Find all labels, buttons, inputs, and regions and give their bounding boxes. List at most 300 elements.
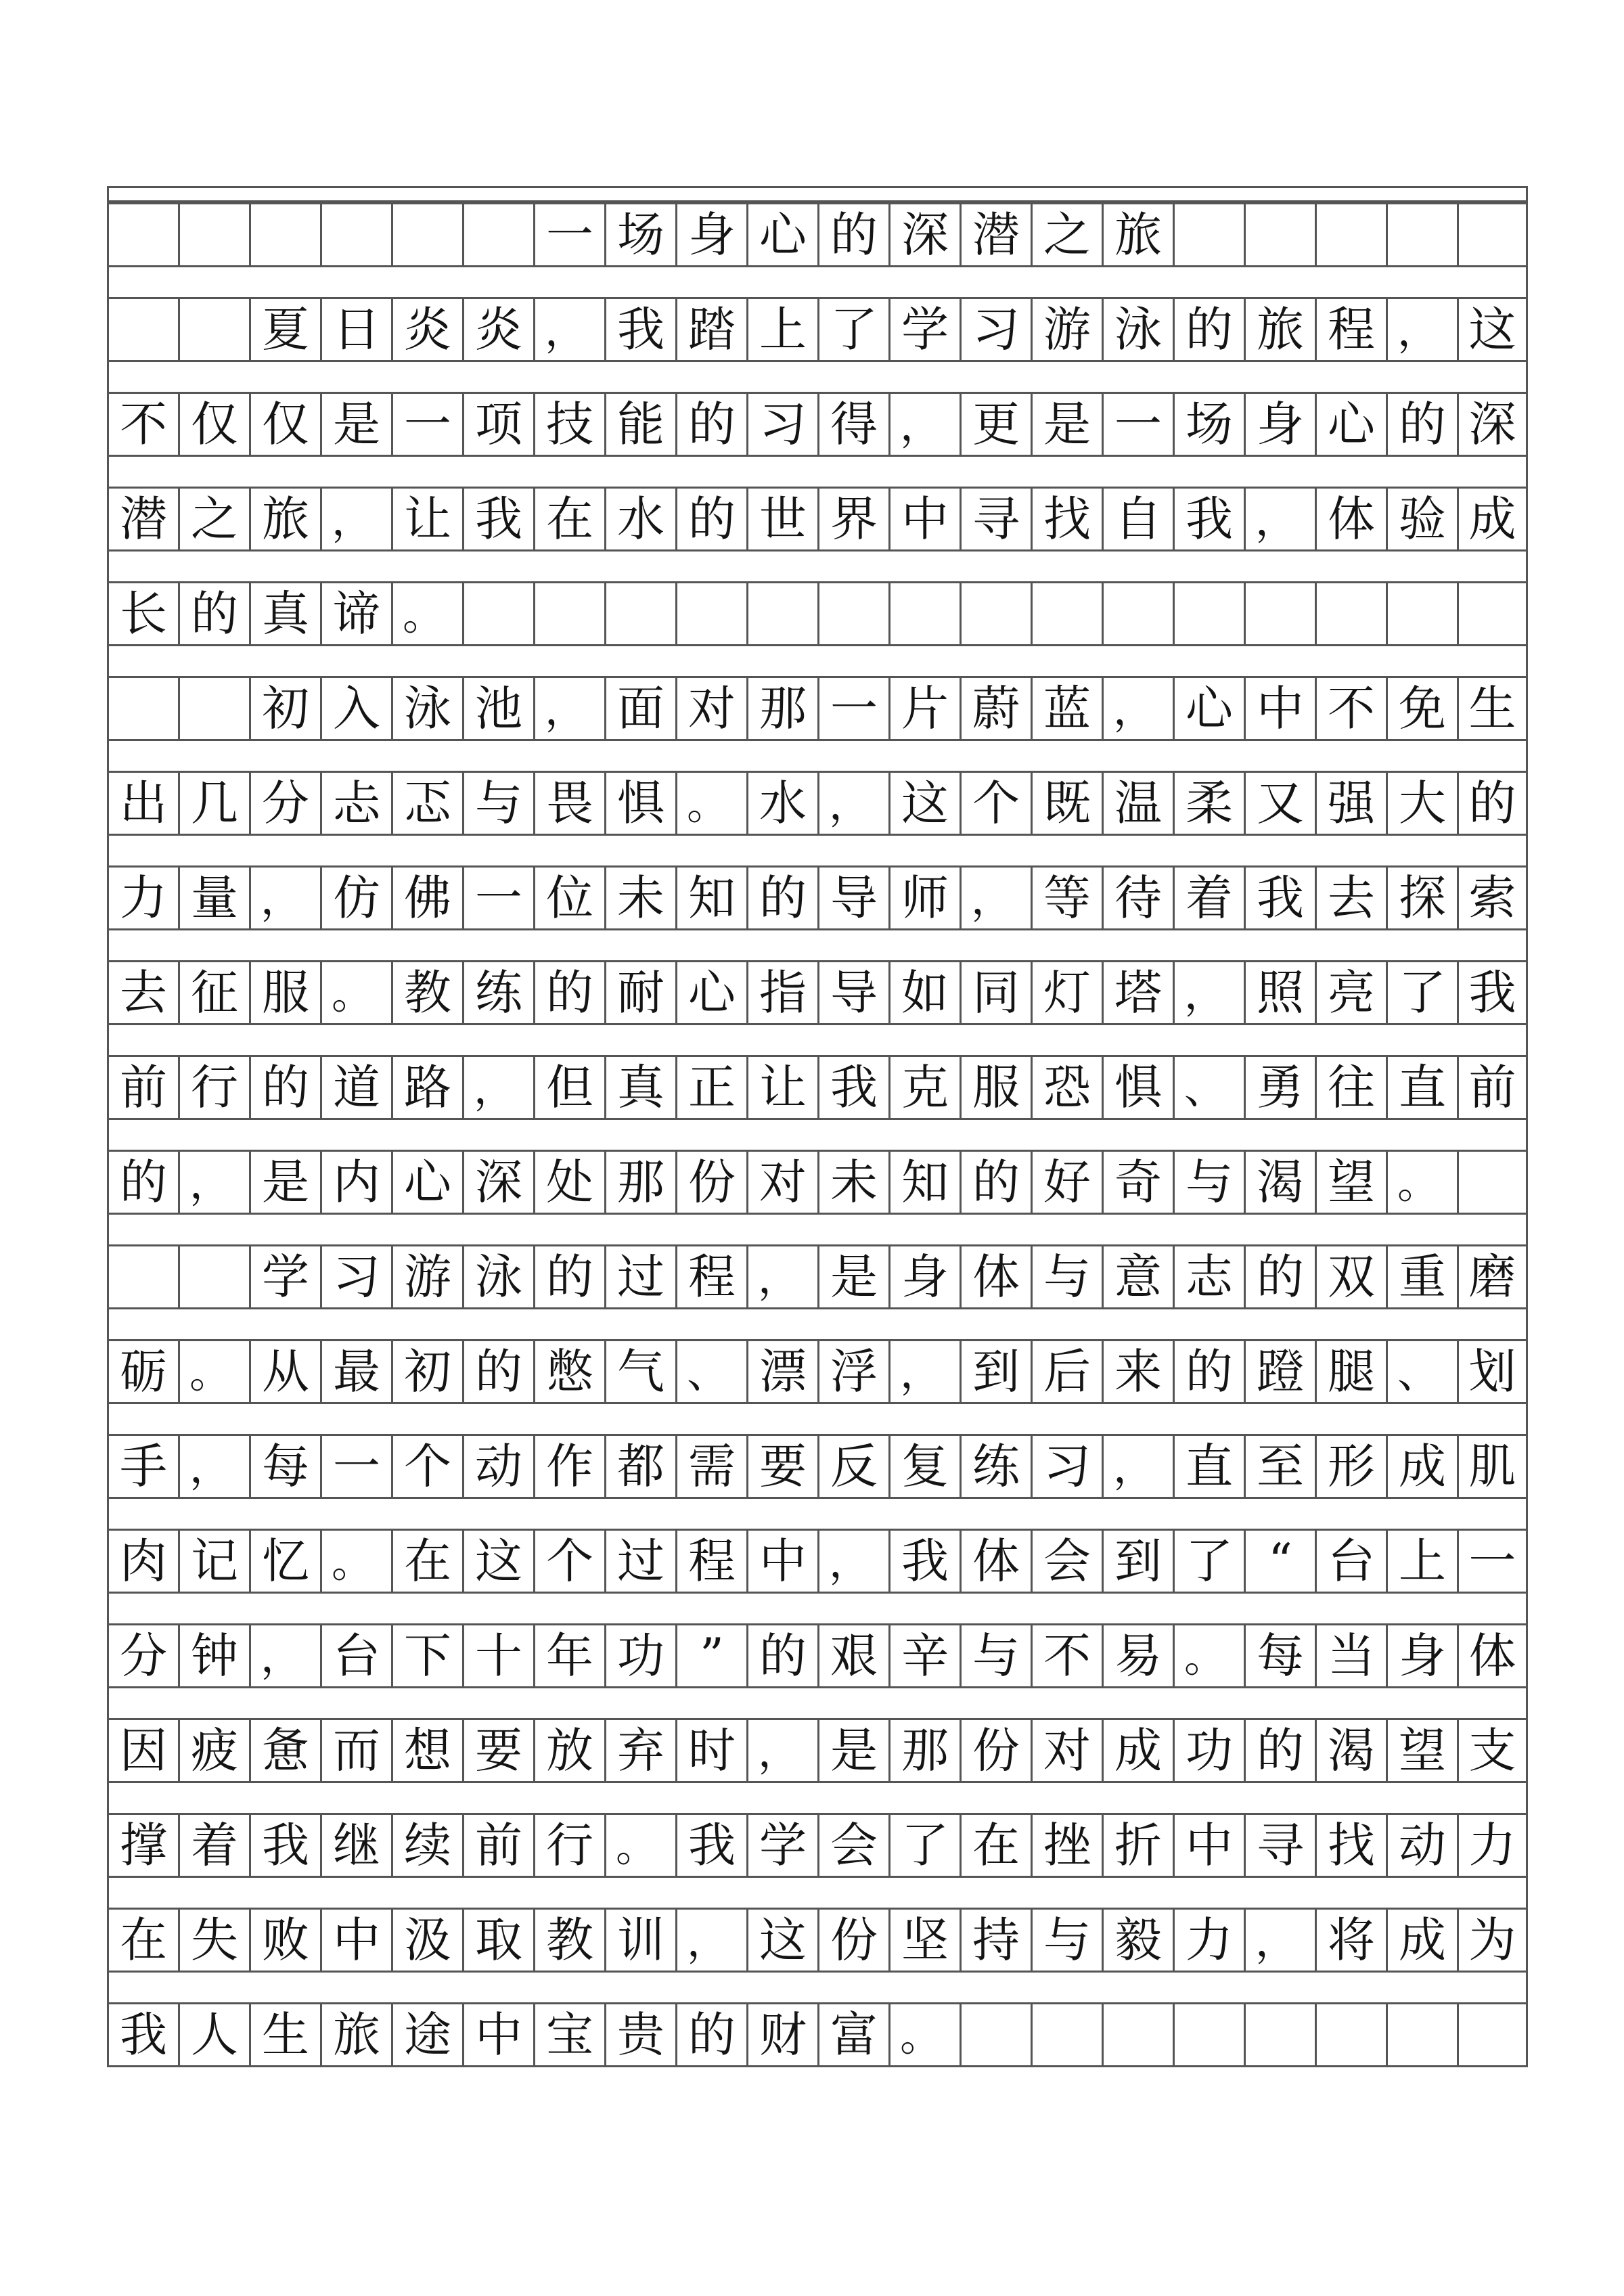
grid-cell: 力 (1457, 1815, 1528, 1876)
grid-cell (1315, 204, 1386, 265)
grid-cell: 的 (178, 583, 249, 644)
grid-cell (462, 583, 533, 644)
grid-cell: 持 (960, 1910, 1031, 1971)
grid-cell (462, 204, 533, 265)
grid-cell: 入 (320, 678, 391, 739)
grid-cell: 中 (746, 1531, 817, 1592)
grid-cell: 水 (604, 489, 675, 549)
grid-cell: 对 (746, 1152, 817, 1213)
grid-cell: 台 (320, 1625, 391, 1686)
grid-cell: 体 (1315, 489, 1386, 549)
grid-cell: 之 (178, 489, 249, 549)
grid-cell: 自 (1102, 489, 1173, 549)
grid-cell: 初 (391, 1341, 462, 1402)
row-spacer (107, 362, 1528, 392)
grid-cell (817, 583, 888, 644)
grid-cell: 是 (249, 1152, 320, 1213)
grid-cell: 路 (391, 1057, 462, 1118)
grid-cell: 教 (391, 962, 462, 1023)
grid-cell: 意 (1102, 1246, 1173, 1307)
text-row (107, 1244, 1528, 1309)
grid-cell: 学 (249, 1246, 320, 1307)
grid-cell: 下 (391, 1625, 462, 1686)
grid-cell: 心 (675, 962, 746, 1023)
grid-cell: 需 (675, 1436, 746, 1497)
grid-cell: 身 (1244, 394, 1315, 455)
grid-cell: 为 (1457, 1910, 1528, 1971)
grid-cell: 磨 (1457, 1246, 1528, 1307)
grid-cell: 。 (391, 583, 462, 644)
grid-cell: 服 (249, 962, 320, 1023)
grid-cell: 我 (1173, 489, 1244, 549)
grid-cell: 失 (178, 1910, 249, 1971)
grid-cell: 惧 (1102, 1057, 1173, 1118)
grid-cell (1315, 2004, 1386, 2065)
grid-cell: 深 (888, 204, 960, 265)
grid-cell: 是 (1031, 394, 1102, 455)
grid-cell: 折 (1102, 1815, 1173, 1876)
grid-cell: 的 (960, 1152, 1031, 1213)
row-spacer (107, 1973, 1528, 2002)
grid-cell (178, 299, 249, 360)
grid-cell (107, 299, 178, 360)
grid-cell: 炎 (391, 299, 462, 360)
grid-cell: 心 (746, 204, 817, 265)
grid-cell: 塔 (1102, 962, 1173, 1023)
row-spacer (107, 267, 1528, 297)
grid-cell: 身 (888, 1246, 960, 1307)
grid-cell: 的 (1244, 1720, 1315, 1781)
grid-cell: ， (178, 1152, 249, 1213)
grid-cell: 师 (888, 868, 960, 928)
grid-cell: 身 (1386, 1625, 1457, 1686)
grid-cell: 寻 (1244, 1815, 1315, 1876)
grid-cell: “ (1244, 1531, 1315, 1592)
grid-cell: 练 (462, 962, 533, 1023)
grid-cell: 。 (604, 1815, 675, 1876)
grid-cell: 让 (746, 1057, 817, 1118)
grid-cell: 泳 (462, 1246, 533, 1307)
grid-cell: 汲 (391, 1910, 462, 1971)
grid-cell: 力 (1173, 1910, 1244, 1971)
grid-cell (178, 678, 249, 739)
grid-cell: 年 (533, 1625, 604, 1686)
grid-cell: 同 (960, 962, 1031, 1023)
grid-cell: 仅 (178, 394, 249, 455)
grid-cell (675, 583, 746, 644)
grid-cell: 导 (817, 868, 888, 928)
grid-cell (107, 678, 178, 739)
grid-cell: 知 (675, 868, 746, 928)
grid-cell: 征 (178, 962, 249, 1023)
grid-cell: 夏 (249, 299, 320, 360)
grid-cell: 奇 (1102, 1152, 1173, 1213)
grid-cell: 真 (249, 583, 320, 644)
grid-cell: 行 (178, 1057, 249, 1118)
grid-cell: 道 (320, 1057, 391, 1118)
grid-cell (391, 204, 462, 265)
grid-cell: 柔 (1173, 773, 1244, 834)
grid-cell: 往 (1315, 1057, 1386, 1118)
grid-cell: 在 (107, 1910, 178, 1971)
grid-cell: 这 (746, 1910, 817, 1971)
grid-cell: ， (462, 1057, 533, 1118)
grid-cell (1386, 583, 1457, 644)
grid-cell: 我 (462, 489, 533, 549)
text-row (107, 1718, 1528, 1783)
grid-cell: 佛 (391, 868, 462, 928)
text-row (107, 2002, 1528, 2067)
grid-cell (1244, 2004, 1315, 2065)
grid-cell: 当 (1315, 1625, 1386, 1686)
grid-cell: 指 (746, 962, 817, 1023)
grid-cell (604, 583, 675, 644)
grid-cell: 忐 (320, 773, 391, 834)
grid-cell: 放 (533, 1720, 604, 1781)
grid-cell: 、 (675, 1341, 746, 1402)
grid-cell: 了 (1386, 962, 1457, 1023)
grid-cell: 钟 (178, 1625, 249, 1686)
grid-cell (1244, 583, 1315, 644)
grid-cell: 。 (888, 2004, 960, 2065)
grid-cell: 游 (1031, 299, 1102, 360)
grid-cell (960, 583, 1031, 644)
text-row (107, 297, 1528, 362)
grid-cell: 这 (1457, 299, 1528, 360)
grid-cell: 踏 (675, 299, 746, 360)
grid-cell: 上 (746, 299, 817, 360)
grid-cell: 。 (320, 962, 391, 1023)
grid-cell: 中 (1244, 678, 1315, 739)
grid-cell: 忆 (249, 1531, 320, 1592)
grid-cell: 后 (1031, 1341, 1102, 1402)
grid-cell: 未 (604, 868, 675, 928)
grid-cell: 份 (960, 1720, 1031, 1781)
grid-cell: 会 (1031, 1531, 1102, 1592)
grid-cell: 谛 (320, 583, 391, 644)
grid-cell: 挫 (1031, 1815, 1102, 1876)
grid-cell: 每 (1244, 1625, 1315, 1686)
grid-cell: 这 (888, 773, 960, 834)
grid-cell: 一 (462, 868, 533, 928)
row-spacer (107, 1594, 1528, 1623)
text-row (107, 960, 1528, 1025)
grid-cell: 那 (604, 1152, 675, 1213)
grid-cell (1031, 2004, 1102, 2065)
grid-cell: 成 (1386, 1910, 1457, 1971)
grid-cell: 一 (320, 1436, 391, 1497)
grid-cell: 。 (320, 1531, 391, 1592)
grid-cell: 力 (107, 868, 178, 928)
grid-cell: 真 (604, 1057, 675, 1118)
text-row (107, 1055, 1528, 1120)
grid-cell: 既 (1031, 773, 1102, 834)
grid-cell: ， (320, 489, 391, 549)
grid-cell: 惧 (604, 773, 675, 834)
grid-cell: 找 (1031, 489, 1102, 549)
grid-cell: 个 (533, 1531, 604, 1592)
grid-cell: 那 (888, 1720, 960, 1781)
grid-cell (320, 204, 391, 265)
grid-cell: 双 (1315, 1246, 1386, 1307)
grid-cell: 着 (178, 1815, 249, 1876)
grid-cell: 中 (1173, 1815, 1244, 1876)
grid-cell: 肉 (107, 1531, 178, 1592)
grid-cell: 生 (1457, 678, 1528, 739)
grid-cell: 场 (604, 204, 675, 265)
grid-cell: ” (675, 1625, 746, 1686)
grid-cell: 途 (391, 2004, 462, 2065)
grid-cell: 艰 (817, 1625, 888, 1686)
text-row (107, 1908, 1528, 1973)
grid-cell: 都 (604, 1436, 675, 1497)
grid-cell (1386, 204, 1457, 265)
grid-cell: 惫 (249, 1720, 320, 1781)
grid-cell: 亮 (1315, 962, 1386, 1023)
row-spacer (107, 1025, 1528, 1055)
grid-cell: 了 (1173, 1531, 1244, 1592)
grid-cell: 记 (178, 1531, 249, 1592)
row-spacer (107, 741, 1528, 771)
grid-cell: 潜 (960, 204, 1031, 265)
grid-cell: 蔚 (960, 678, 1031, 739)
grid-cell: 前 (462, 1815, 533, 1876)
grid-cell: 份 (675, 1152, 746, 1213)
row-spacer (107, 836, 1528, 865)
grid-cell: 又 (1244, 773, 1315, 834)
grid-cell (107, 1246, 178, 1307)
grid-cell (1244, 204, 1315, 265)
grid-cell: 照 (1244, 962, 1315, 1023)
grid-cell (1315, 583, 1386, 644)
grid-cell: 会 (817, 1815, 888, 1876)
text-row (107, 1339, 1528, 1404)
grid-cell: 支 (1457, 1720, 1528, 1781)
grid-cell: 的 (462, 1341, 533, 1402)
grid-cell: 对 (675, 678, 746, 739)
grid-cell: 。 (675, 773, 746, 834)
row-spacer (107, 1309, 1528, 1339)
grid-cell: 望 (1386, 1720, 1457, 1781)
grid-cell: 我 (1244, 868, 1315, 928)
grid-cell: 的 (746, 1625, 817, 1686)
grid-cell: 更 (960, 394, 1031, 455)
grid-cell: 中 (320, 1910, 391, 1971)
grid-cell: 憋 (533, 1341, 604, 1402)
grid-cell: 、 (1386, 1341, 1457, 1402)
row-spacer (107, 930, 1528, 960)
grid-cell: ， (675, 1910, 746, 1971)
grid-cell: 分 (107, 1625, 178, 1686)
grid-cell: 片 (888, 678, 960, 739)
grid-cell: 强 (1315, 773, 1386, 834)
row-spacer (107, 1499, 1528, 1529)
grid-cell (1457, 204, 1528, 265)
grid-cell: 直 (1386, 1057, 1457, 1118)
grid-cell: 探 (1386, 868, 1457, 928)
title-row (107, 202, 1528, 267)
grid-cell: 深 (462, 1152, 533, 1213)
grid-cell: 面 (604, 678, 675, 739)
grid-cell: ， (960, 868, 1031, 928)
grid-cell: 深 (1457, 394, 1528, 455)
grid-cell: 望 (1315, 1152, 1386, 1213)
grid-cell: 中 (888, 489, 960, 549)
grid-cell: ， (1102, 678, 1173, 739)
grid-cell: 浮 (817, 1341, 888, 1402)
grid-cell: 免 (1386, 678, 1457, 739)
grid-cell: 前 (107, 1057, 178, 1118)
grid-cell: 仅 (249, 394, 320, 455)
grid-cell: 腿 (1315, 1341, 1386, 1402)
grid-cell (960, 2004, 1031, 2065)
grid-cell: 的 (1386, 394, 1457, 455)
grid-cell: 习 (746, 394, 817, 455)
grid-cell: 毅 (1102, 1910, 1173, 1971)
grid-cell: 与 (1173, 1152, 1244, 1213)
grid-cell: 作 (533, 1436, 604, 1497)
grid-cell: 学 (746, 1815, 817, 1876)
grid-cell: 体 (960, 1246, 1031, 1307)
grid-cell: 去 (1315, 868, 1386, 928)
grid-cell: ， (1173, 962, 1244, 1023)
grid-cell: 一 (1457, 1531, 1528, 1592)
grid-cell: ， (1244, 489, 1315, 549)
grid-cell: 项 (462, 394, 533, 455)
grid-cell: 的 (1244, 1246, 1315, 1307)
grid-cell: 程 (1315, 299, 1386, 360)
grid-cell: 与 (960, 1625, 1031, 1686)
grid-cell: 池 (462, 678, 533, 739)
grid-cell: 让 (391, 489, 462, 549)
grid-cell: 得 (817, 394, 888, 455)
grid-cell: 行 (533, 1815, 604, 1876)
grid-cell: 处 (533, 1152, 604, 1213)
grid-cell: 未 (817, 1152, 888, 1213)
grid-cell: ， (1386, 299, 1457, 360)
grid-cell: 长 (107, 583, 178, 644)
grid-cell: 的 (249, 1057, 320, 1118)
grid-cell: 旅 (249, 489, 320, 549)
top-margin-band (107, 186, 1528, 202)
grid-cell: 寻 (960, 489, 1031, 549)
row-spacer (107, 1688, 1528, 1718)
grid-cell: 我 (817, 1057, 888, 1118)
grid-cell: 场 (1173, 394, 1244, 455)
grid-cell: 继 (320, 1815, 391, 1876)
grid-cell: 的 (817, 204, 888, 265)
grid-cell: ， (746, 1246, 817, 1307)
grid-cell: 着 (1173, 868, 1244, 928)
grid-cell: 气 (604, 1341, 675, 1402)
grid-cell: 泳 (391, 678, 462, 739)
grid-cell: 耐 (604, 962, 675, 1023)
grid-cell: 功 (1173, 1720, 1244, 1781)
grid-cell: 上 (1386, 1531, 1457, 1592)
grid-cell (249, 204, 320, 265)
grid-cell: 仿 (320, 868, 391, 928)
grid-cell: ， (1244, 1910, 1315, 1971)
text-row (107, 676, 1528, 741)
grid-cell: 易 (1102, 1625, 1173, 1686)
grid-cell: 宝 (533, 2004, 604, 2065)
grid-cell: 对 (1031, 1720, 1102, 1781)
grid-cell: 知 (888, 1152, 960, 1213)
grid-cell: 出 (107, 773, 178, 834)
grid-cell: 划 (1457, 1341, 1528, 1402)
grid-cell: 服 (960, 1057, 1031, 1118)
grid-cell: 辛 (888, 1625, 960, 1686)
grid-cell: 心 (1315, 394, 1386, 455)
grid-cell: 我 (1457, 962, 1528, 1023)
grid-cell: 在 (960, 1815, 1031, 1876)
grid-cell: 潜 (107, 489, 178, 549)
grid-cell: 正 (675, 1057, 746, 1118)
grid-cell: 界 (817, 489, 888, 549)
grid-cell: 续 (391, 1815, 462, 1876)
grid-cell: 我 (107, 2004, 178, 2065)
grid-cell (888, 583, 960, 644)
grid-cell: 日 (320, 299, 391, 360)
grid-cell: 过 (604, 1531, 675, 1592)
grid-cell: 过 (604, 1246, 675, 1307)
grid-cell: 志 (1173, 1246, 1244, 1307)
grid-cell: 与 (1031, 1246, 1102, 1307)
grid-cell: ， (817, 1531, 888, 1592)
grid-cell (1173, 583, 1244, 644)
grid-cell: ， (817, 773, 888, 834)
grid-cell: 形 (1315, 1436, 1386, 1497)
grid-cell: 要 (462, 1720, 533, 1781)
grid-cell: ， (533, 678, 604, 739)
text-row (107, 487, 1528, 552)
grid-cell: 技 (533, 394, 604, 455)
grid-cell: 等 (1031, 868, 1102, 928)
grid-cell: ， (249, 868, 320, 928)
grid-cell: 与 (1031, 1910, 1102, 1971)
grid-cell: 程 (675, 1531, 746, 1592)
grid-cell: 在 (391, 1531, 462, 1592)
grid-cell: 是 (817, 1246, 888, 1307)
row-spacer (107, 457, 1528, 487)
grid-cell: ， (1102, 1436, 1173, 1497)
row-spacer (107, 1215, 1528, 1244)
grid-cell: 了 (817, 299, 888, 360)
grid-cell: 蓝 (1031, 678, 1102, 739)
grid-cell: 功 (604, 1625, 675, 1686)
grid-cell: 人 (178, 2004, 249, 2065)
grid-cell: 生 (249, 2004, 320, 2065)
grid-cell: 温 (1102, 773, 1173, 834)
grid-cell: 克 (888, 1057, 960, 1118)
grid-cell: 的 (1173, 1341, 1244, 1402)
grid-cell: 的 (533, 962, 604, 1023)
composition-grid-paper (107, 186, 1528, 2092)
grid-cell: 验 (1386, 489, 1457, 549)
grid-cell: 取 (462, 1910, 533, 1971)
grid-cell: 能 (604, 394, 675, 455)
grid-cell (107, 204, 178, 265)
grid-cell: 贵 (604, 2004, 675, 2065)
grid-cell: 炎 (462, 299, 533, 360)
grid-cell: 成 (1457, 489, 1528, 549)
text-row (107, 581, 1528, 646)
text-row (107, 1434, 1528, 1499)
row-spacer (107, 646, 1528, 676)
grid-cell: 我 (249, 1815, 320, 1876)
grid-cell: 与 (462, 773, 533, 834)
grid-cell: ， (888, 1341, 960, 1402)
